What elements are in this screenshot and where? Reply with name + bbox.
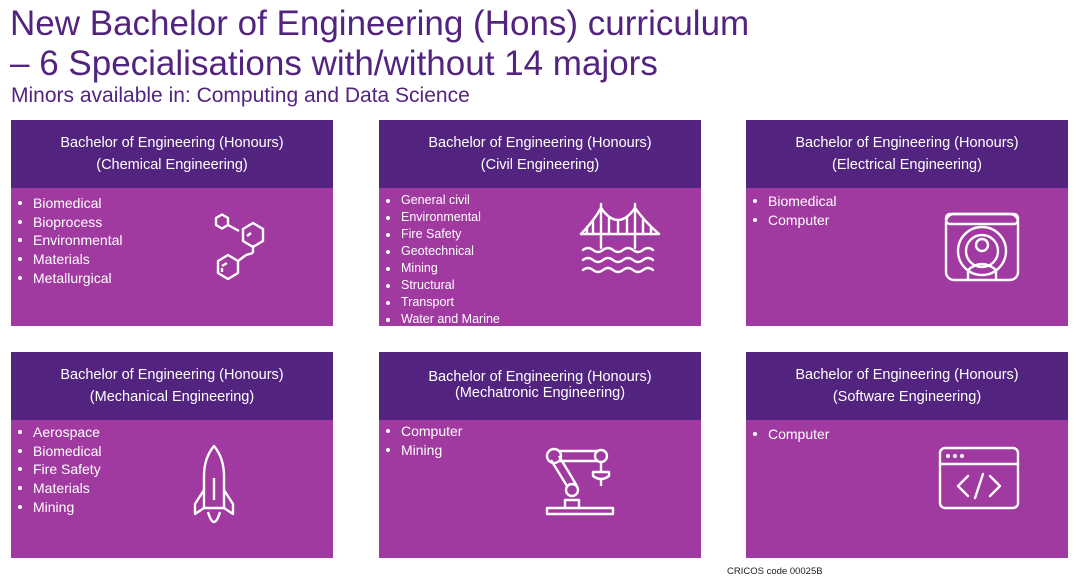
- specialisation-name: (Chemical Engineering): [96, 157, 248, 173]
- list-item: Biomedical: [17, 194, 123, 213]
- card-civil-engineering: [379, 120, 701, 326]
- bridge-water-icon: [579, 202, 661, 278]
- majors-list: [17, 194, 123, 288]
- list-item: Environmental: [385, 209, 500, 226]
- molecule-icon: [209, 206, 285, 292]
- card-header: [379, 352, 701, 420]
- card-header: [746, 352, 1068, 420]
- list-item: Materials: [17, 250, 123, 269]
- list-item: Biomedical: [17, 442, 101, 461]
- specialisation-name: (Electrical Engineering): [832, 157, 982, 173]
- list-item: Metallurgical: [17, 269, 123, 288]
- specialisation-name: (Mechanical Engineering): [89, 389, 255, 405]
- majors-list: [17, 423, 101, 517]
- title-line-2: – 6 Specialisations with/without 14 majors: [10, 44, 658, 83]
- specialisation-name: (Software Engineering): [832, 389, 982, 405]
- majors-list: [752, 192, 836, 229]
- card-software-engineering: [746, 352, 1068, 558]
- list-item: Computer: [385, 422, 462, 441]
- mri-scanner-icon: [942, 208, 1022, 288]
- specialisation-name: (Civil Engineering): [480, 157, 600, 173]
- degree-name: Bachelor of Engineering (Honours): [428, 369, 652, 385]
- card-header: [379, 120, 701, 188]
- card-body: [11, 420, 333, 558]
- card-body: [379, 188, 701, 326]
- list-item: Fire Safety: [17, 460, 101, 479]
- list-item: Mining: [17, 498, 101, 517]
- degree-name: Bachelor of Engineering (Honours): [428, 135, 652, 151]
- rocket-icon: [191, 442, 237, 534]
- list-item: Structural: [385, 277, 500, 294]
- list-item: General civil: [385, 192, 500, 209]
- list-item: Bioprocess: [17, 213, 123, 232]
- card-mechatronic-engineering: [379, 352, 701, 558]
- majors-list: [752, 425, 829, 444]
- card-body: [746, 188, 1068, 326]
- degree-name: Bachelor of Engineering (Honours): [60, 135, 284, 151]
- list-item: Transport: [385, 294, 500, 311]
- list-item: Materials: [17, 479, 101, 498]
- page-subtitle: Minors available in: Computing and Data Science: [11, 84, 470, 107]
- card-body: [746, 420, 1068, 558]
- card-body: [11, 188, 333, 326]
- majors-list: [385, 192, 500, 328]
- degree-name: Bachelor of Engineering (Honours): [60, 367, 284, 383]
- list-item: Computer: [752, 425, 829, 444]
- page-title: [10, 4, 749, 84]
- card-electrical-engineering: [746, 120, 1068, 326]
- majors-list: [385, 422, 462, 459]
- degree-name: Bachelor of Engineering (Honours): [795, 367, 1019, 383]
- card-header: [746, 120, 1068, 188]
- card-chemical-engineering: [11, 120, 333, 326]
- degree-name: Bachelor of Engineering (Honours): [795, 135, 1019, 151]
- card-mechanical-engineering: [11, 352, 333, 558]
- list-item: Mining: [385, 260, 500, 277]
- list-item: Water and Marine: [385, 311, 500, 328]
- list-item: Geotechnical: [385, 243, 500, 260]
- list-item: Mining: [385, 441, 462, 460]
- title-line-1: New Bachelor of Engineering (Hons) curriculum: [10, 4, 750, 43]
- card-header: [11, 120, 333, 188]
- card-header: [11, 352, 333, 420]
- specialisation-name: (Mechatronic Engineering): [454, 385, 626, 401]
- list-item: Computer: [752, 211, 836, 230]
- list-item: Fire Safety: [385, 226, 500, 243]
- card-body: [379, 420, 701, 558]
- robot-arm-icon: [543, 446, 617, 516]
- list-item: Environmental: [17, 231, 123, 250]
- code-window-icon: [938, 446, 1020, 510]
- list-item: Biomedical: [752, 192, 836, 211]
- list-item: Aerospace: [17, 423, 101, 442]
- cricos-code: CRICOS code 00025B: [727, 566, 823, 577]
